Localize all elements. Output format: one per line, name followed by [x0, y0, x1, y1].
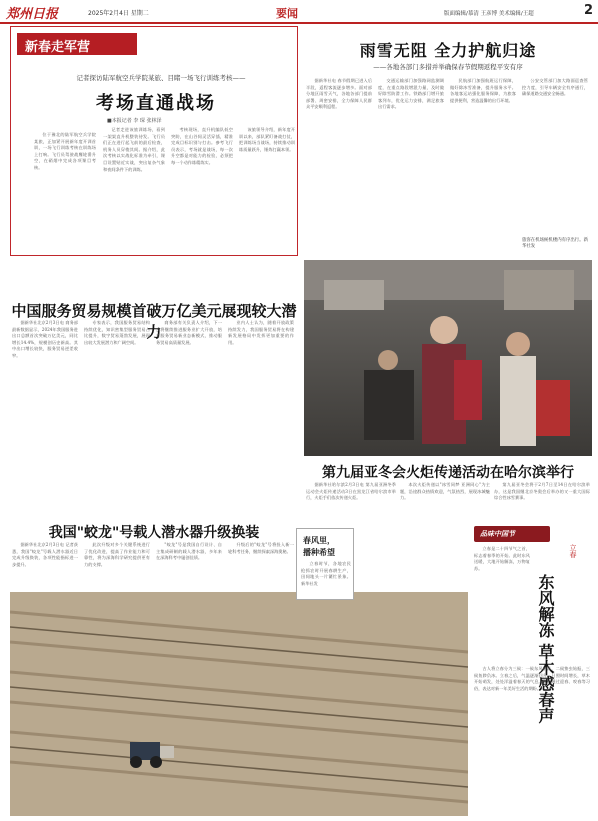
section-title: 要闻 [276, 7, 298, 20]
caption-text: 立春时节，各地农民抢抓农时开展春耕生产，田间地头一片繁忙景象。新华社发 [301, 561, 351, 586]
story-column: 公安交管部门加大路面巡查管控力度，引导车辆安全有序通行，确保道路交通安全畅通。 旅客在机场候机楼内有序出行。新华社发 [522, 78, 588, 249]
story-column: 交通运输部门加强路网监测调度，在重点路段增派力量，及时做好除雪防滑工作。铁路部门增开旅客列车，优化运力安排，满足旅客出行需求。 [378, 78, 444, 110]
date-line: 2025年2月4日 星期二 [88, 10, 149, 17]
banner-label: 新春走军营 [25, 40, 91, 55]
column-tag [474, 526, 550, 542]
story-headline: 我国"蛟龙"号载人潜水器升级换装 [48, 525, 260, 541]
story-column: 本次火炬传递以"冰雪同梦 亚洲同心"为主题，沿途群众热情欢迎，气氛热烈，展现冰城魅力。 [400, 482, 490, 501]
story-column: 此次升级对多个关键系统进行了优化改进，提高了作业能力和可靠性，将为深海科学研究提供更有力的支撑。 [84, 542, 150, 567]
story-column: 位于豫北的陆军航空兵学院某旅，正加紧开展新年度开训首训，一场飞行训练考核在训练场上打响。飞行员驾驶战鹰轮番升空，在硝烟中完成各项课目考核。 [34, 132, 96, 170]
solar-term-name: 立春 [569, 544, 577, 558]
story-column: 业内人士认为，随着开放政策持续发力，我国服务贸易将在构建新发展格局中发挥更加重要的作用。 [228, 320, 294, 345]
story-column: 据新华社哈尔滨2月3日电 第九届亚洲冬季运动会火炬传递活动3日在黑龙江省哈尔滨市举行，火炬手们依次传递火炬。 [306, 482, 396, 501]
story-subhead: 记者探访陆军航空兵学院某旅、目睹一场飞行训练考核—— [76, 74, 246, 82]
story-column: 第九届亚冬会将于2月7日至14日在哈尔滨举办，这是我国继北京冬奥会后举办的又一重大国际综合性冰雪赛事。 [494, 482, 590, 501]
story-byline: ■本报记者 李 琛 张林泽 [107, 118, 162, 124]
page-number: 2 [584, 3, 594, 18]
story-column: 民航部门加强航班运行保障，做好除冰雪准备，提升服务水平。各地客运站强化服务保障，为旅客提供便利，营造温馨的出行环境。 [450, 78, 516, 103]
caption-title-line-2: 播种希望 [303, 547, 335, 557]
story-column: 据新华社电 春节假期已进入后半段，返程客流逐步增多。面对部分地区雨雪天气，各地各部门提前部署、周密安排，全力保障人民群众平安顺利返程。 [306, 78, 372, 110]
editor-line: 版面编辑/慕清 王彦博 美术编辑/王超 [444, 11, 534, 17]
masthead [0, 0, 598, 24]
column-tag-label: 品味中国节 [480, 530, 515, 538]
story-headline: 雨雪无阻 全力护航归途 [359, 41, 537, 60]
story-headline: 第九届亚冬会火炬传递活动在哈尔滨举行 [322, 465, 574, 481]
story-column: 升级后的"蛟龙"号将投入新一轮科考任务，继续探索深海奥秘。 [228, 542, 294, 554]
column-headline: 东风解冻 草木感春声 [536, 574, 555, 724]
story-column: 记者走进该旅训练场，看到一架架直升机整装待发。飞行员们正在进行起飞前的最后检查，机务人员穿梭其间。据介绍，此次考核以实战化标准为牵引，课目设置贴近实战，突出复杂气象和夜间条件下的训练。 [103, 127, 165, 172]
airport-photo [304, 260, 592, 456]
column-banner [17, 33, 137, 55]
solar-term-column [472, 526, 592, 816]
caption-title-line-1: 春风里， [303, 535, 335, 545]
story-column: 据新华社北京2月3日电 记者获悉，我国"蛟龙"号载人潜水器近日完成升级换装，各项性能指标进一步提升。 [12, 542, 78, 567]
column-body: 古人将立春分为三候：一候东风解冻，二候蛰虫始振，三候鱼陟负冰。立春之后，气温逐渐回升，日照时间增长，草木开始萌发，处处洋溢着春天的气息。人们通过迎春、咬春等习俗，表达对新一年美好生活的期盼。 [474, 666, 590, 691]
story-column: "蛟龙"号是我国自行设计、自主集成研制的载人潜水器，多年来在深海科考中屡创佳绩。 [156, 542, 222, 561]
story-column: 商务部有关负责人介绍，下一步将继续推进服务业扩大开放，培育服务贸易新业态新模式，推动服务贸易高质量发展。 [156, 320, 222, 345]
story-headline: 考场直通战场 [96, 93, 216, 114]
story-column: 据新华社北京2月3日电 商务部最新数据显示，2024年我国服务进出口总额首次突破万亿美元，同比增长14.4%，规模创历史新高。其中出口增长较快，服务贸易逆差收窄。 [12, 320, 78, 358]
farm-photo [10, 592, 468, 816]
story-column: 考核现场，直升机编队低空突防，在山谷间灵活穿插，精准完成目标识别与打击。参考飞行员表示，考场就是战场，每一次升空都是对能力的检验，必须把每一个动作练精练实。 [171, 127, 233, 165]
story-headline: 中国服务贸易规模首破万亿美元展现较大潜力 [11, 302, 297, 341]
story-column: 专家表示，我国服务贸易结构持续优化，知识密集型服务贸易占比提升，数字贸易蓬勃发展，展现出较大发展潜力和广阔空间。 [84, 320, 150, 345]
story-subhead: ——各地各部门多措并举确保春节假期返程平安有序 [373, 63, 523, 71]
column-intro: 立春是二十四节气之首，标志着春季的开始。此时东风送暖，大地开始解冻，万物复苏。 [474, 546, 530, 571]
paper-name: 郑州日报 [6, 7, 59, 22]
photo-credit: 旅客在机场候机楼内有序出行。新华社发 [522, 238, 588, 249]
photo-caption-box [296, 528, 354, 600]
story-column: 该旅领导介绍，新年度开训以来，部队紧盯备战打仗，把训练场当战场，持续推动训练质量跃升，锤炼打赢本领。 [239, 127, 295, 152]
